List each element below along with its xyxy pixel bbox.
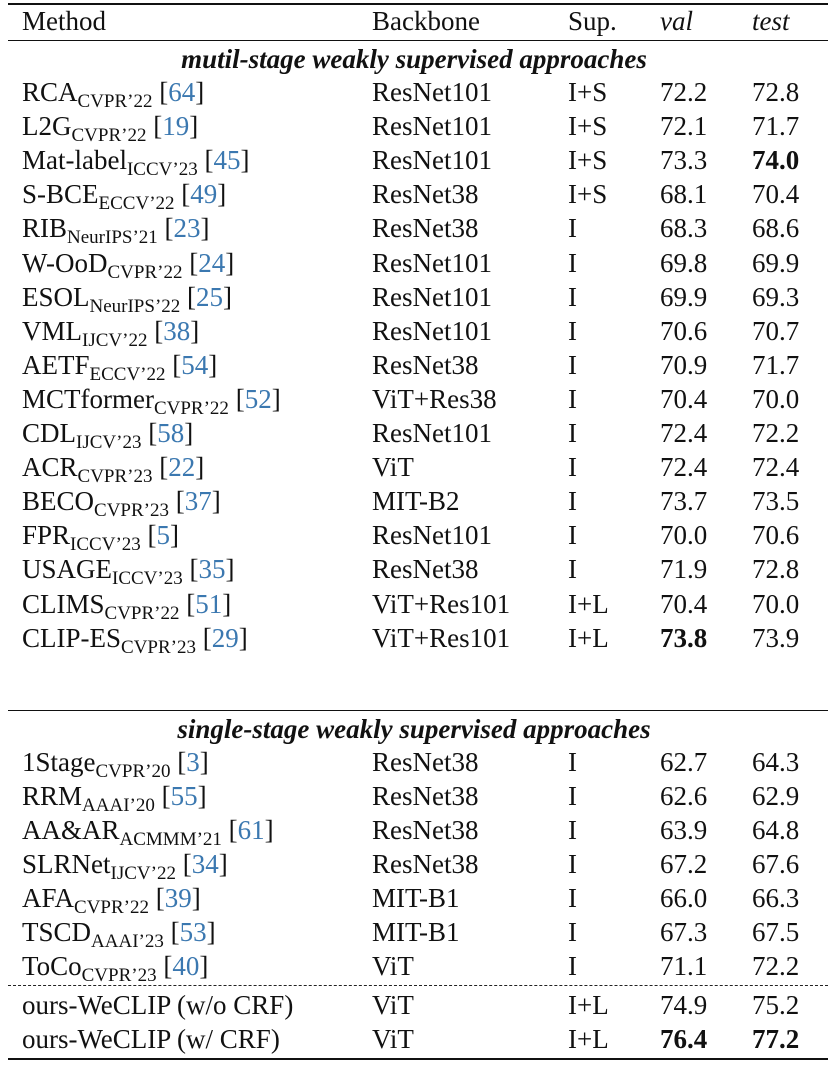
- method-name: AFA: [22, 883, 75, 913]
- test-score-cell: 70.4: [752, 179, 800, 210]
- method-name: ours-WeCLIP (w/o CRF): [22, 990, 294, 1020]
- venue-subscript: CVPR’22: [153, 397, 229, 419]
- method-cell: $BECO_{CVPR’23}$ [37]: [22, 486, 221, 522]
- val-score-cell: 68.3: [660, 213, 708, 244]
- table-row: [0, 109, 828, 147]
- method-cell: $VML_{IJCV’22}$ [38]: [22, 315, 200, 351]
- supervision-cell: I: [568, 815, 577, 845]
- test-score-cell: 68.6: [752, 213, 800, 244]
- method-name: RIB: [22, 213, 68, 244]
- citation-link[interactable]: 58: [157, 418, 185, 448]
- test-score-cell: 71.7: [752, 349, 800, 380]
- test-score-cell: 70.0: [752, 383, 800, 414]
- method-name: SLRNet: [22, 849, 111, 879]
- citation-link[interactable]: 5: [156, 520, 171, 551]
- citation-link[interactable]: 52: [244, 383, 272, 414]
- backbone-cell: ResNet38: [372, 781, 479, 811]
- venue-subscript: IJCV’22: [110, 863, 176, 884]
- backbone-cell: ResNet101: [372, 418, 492, 448]
- venue-subscript: CVPR’22: [71, 125, 147, 147]
- supervision-cell: I: [568, 315, 577, 346]
- test-score-cell: 74.0: [752, 145, 800, 176]
- table-row: [0, 949, 828, 986]
- backbone-cell: ResNet101: [372, 145, 492, 176]
- backbone-cell: ResNet38: [372, 815, 479, 845]
- test-score-cell: 71.7: [752, 111, 800, 142]
- supervision-cell: I: [568, 383, 577, 414]
- test-score-cell: 70.0: [752, 588, 800, 619]
- section-title-multi-stage: mutil-stage weakly supervised approaches: [181, 44, 647, 74]
- table-row: [0, 246, 828, 283]
- citation-link[interactable]: 51: [195, 588, 223, 619]
- supervision-cell: I: [568, 917, 577, 947]
- method-cell: $RCA_{CVPR’22}$ [64]: [22, 77, 205, 112]
- test-score-cell: 72.4: [752, 452, 800, 483]
- supervision-cell: I+S: [568, 77, 608, 107]
- citation-link[interactable]: 49: [190, 179, 218, 210]
- backbone-cell: ViT: [372, 1024, 414, 1054]
- test-score-cell: 66.3: [752, 883, 800, 913]
- supervision-cell: I: [568, 486, 577, 517]
- venue-subscript: NeurIPS’22: [89, 295, 181, 317]
- method-name: L2G: [22, 111, 72, 142]
- supervision-cell: I: [568, 349, 577, 380]
- supervision-cell: I: [568, 247, 577, 278]
- val-score-cell: 69.8: [660, 247, 708, 278]
- backbone-cell: MIT-B2: [372, 486, 460, 517]
- val-score-cell: 62.6: [660, 781, 708, 811]
- venue-subscript: AAAI’20: [82, 795, 155, 816]
- venue-subscript: ACMMM’21: [119, 829, 222, 850]
- citation-link[interactable]: 29: [211, 622, 239, 653]
- val-score-cell: 67.2: [660, 849, 708, 879]
- backbone-cell: ViT+Res101: [372, 588, 511, 619]
- citation-link[interactable]: 23: [173, 213, 201, 244]
- method-cell: $CDL_{IJCV’23}$ [58]: [22, 418, 194, 453]
- val-score-cell: 70.0: [660, 520, 708, 551]
- val-score-cell: 70.4: [660, 383, 708, 414]
- header-test: test: [752, 6, 790, 36]
- citation-link[interactable]: 38: [163, 315, 191, 346]
- venue-subscript: CVPR’23: [94, 500, 169, 522]
- method-name: BECO: [22, 486, 95, 517]
- table-row: [0, 779, 828, 816]
- citation-link[interactable]: 3: [186, 747, 200, 777]
- backbone-cell: MIT-B1: [372, 883, 460, 913]
- citation-link[interactable]: 22: [168, 452, 196, 483]
- citation-link[interactable]: 40: [172, 951, 200, 981]
- supervision-cell: I+L: [568, 1024, 609, 1054]
- table-row: [0, 881, 828, 918]
- supervision-cell: I: [568, 849, 577, 879]
- method-cell: $AFA_{CVPR’22}$ [39]: [22, 883, 201, 918]
- table-row: [0, 813, 828, 850]
- supervision-cell: I: [568, 452, 577, 483]
- backbone-cell: ResNet38: [372, 849, 479, 879]
- citation-link[interactable]: 61: [237, 815, 265, 845]
- test-score-cell: 73.9: [752, 622, 800, 653]
- supervision-cell: I+S: [568, 179, 608, 210]
- venue-subscript: CVPR’22: [104, 602, 180, 624]
- backbone-cell: ResNet38: [372, 349, 479, 380]
- venue-subscript: CVPR’23: [77, 466, 153, 488]
- supervision-cell: I: [568, 213, 577, 244]
- val-score-cell: 70.6: [660, 315, 708, 346]
- table-row: [0, 915, 828, 952]
- backbone-cell: ViT+Res101: [372, 622, 511, 653]
- citation-link[interactable]: 35: [198, 554, 226, 585]
- bottom-rule: [8, 1058, 828, 1060]
- table-row: [0, 1022, 828, 1056]
- method-cell: $RRM_{AAAI’20}$ [55]: [22, 781, 207, 816]
- val-score-cell: 71.9: [660, 554, 708, 585]
- table-header-row: [0, 4, 828, 38]
- backbone-cell: ViT: [372, 452, 414, 483]
- backbone-cell: ResNet101: [372, 281, 492, 312]
- table-row: [0, 587, 828, 624]
- method-name: 1Stage: [22, 747, 96, 777]
- val-score-cell: 68.1: [660, 179, 708, 210]
- table-row: [0, 314, 828, 351]
- citation-link[interactable]: 34: [191, 849, 219, 879]
- supervision-cell: I: [568, 883, 577, 913]
- method-cell: Mat-label$_{ICCV’23}$ [45]: [22, 145, 250, 181]
- citation-link[interactable]: 39: [164, 883, 192, 913]
- val-score-cell: 70.4: [660, 588, 708, 619]
- table-row: [0, 988, 828, 1022]
- test-score-cell: 70.7: [752, 315, 800, 346]
- method-name: TSCD: [22, 917, 92, 947]
- venue-subscript: CVPR’23: [81, 965, 157, 986]
- citation-link[interactable]: 45: [213, 145, 241, 176]
- venue-subscript: ICCV’23: [126, 159, 198, 181]
- method-cell: ToCo$_{CVPR’23}$ [40]: [22, 951, 209, 986]
- method-name: CDL: [22, 418, 76, 448]
- val-score-cell: 70.9: [660, 349, 708, 380]
- venue-subscript: CVPR’22: [107, 261, 183, 283]
- method-name: CLIP-ES: [22, 622, 122, 653]
- method-name: S-BCE: [22, 179, 99, 210]
- header-sup: Sup.: [568, 6, 617, 36]
- val-score-cell: 66.0: [660, 883, 708, 913]
- method-name: ESOL: [22, 281, 90, 312]
- venue-subscript: CVPR’20: [95, 761, 171, 782]
- citation-link[interactable]: 25: [196, 281, 224, 312]
- method-cell: $AETF_{ECCV’22}$ [54]: [22, 349, 218, 385]
- table-row: [0, 143, 828, 181]
- citation-link[interactable]: 55: [170, 781, 198, 811]
- supervision-cell: I: [568, 951, 577, 981]
- backbone-cell: ViT: [372, 951, 414, 981]
- test-score-cell: 67.5: [752, 917, 800, 947]
- method-name: RRM: [22, 781, 83, 811]
- test-score-cell: 70.6: [752, 520, 800, 551]
- method-name: CLIMS: [22, 588, 105, 619]
- method-cell: $ACR_{CVPR’23}$ [22]: [22, 452, 205, 488]
- test-score-cell: 73.5: [752, 486, 800, 517]
- method-cell: W-OoD$_{CVPR’22}$ [24]: [22, 247, 235, 283]
- method-cell: MCTformer$_{CVPR’22}$ [52]: [22, 383, 281, 419]
- method-cell: $USAGE_{ICCV’23}$ [35]: [22, 554, 235, 590]
- test-score-cell: 64.8: [752, 815, 800, 845]
- method-cell: CLIP-$ES_{CVPR’23}$ [29]: [22, 622, 248, 658]
- backbone-cell: ResNet101: [372, 315, 492, 346]
- method-name: USAGE: [22, 554, 113, 585]
- header-method: Method: [22, 6, 106, 36]
- supervision-cell: I+S: [568, 111, 608, 142]
- table-row: [0, 484, 828, 522]
- venue-subscript: CVPR’23: [121, 636, 196, 658]
- method-name: AETF: [22, 349, 90, 380]
- val-score-cell: 62.7: [660, 747, 708, 777]
- venue-subscript: CVPR’22: [77, 91, 153, 112]
- test-score-cell: 69.9: [752, 247, 800, 278]
- supervision-cell: I+L: [568, 990, 609, 1020]
- venue-subscript: IJCV’22: [82, 329, 148, 351]
- header-val: val: [660, 6, 693, 36]
- method-name: ToCo: [22, 951, 82, 981]
- val-score-cell: 74.9: [660, 990, 708, 1020]
- venue-subscript: NeurIPS’21: [67, 227, 158, 249]
- backbone-cell: ResNet38: [372, 554, 479, 585]
- table-row: [0, 75, 828, 112]
- val-score-cell: 72.4: [660, 452, 708, 483]
- backbone-cell: ResNet38: [372, 179, 479, 210]
- val-score-cell: 73.8: [660, 622, 708, 653]
- method-name: VML: [22, 315, 82, 346]
- supervision-cell: I: [568, 281, 577, 312]
- method-name: AA&AR: [22, 815, 120, 845]
- test-score-cell: 75.2: [752, 990, 800, 1020]
- backbone-cell: ResNet101: [372, 77, 492, 107]
- val-score-cell: 71.1: [660, 951, 708, 981]
- val-score-cell: 69.9: [660, 281, 708, 312]
- supervision-cell: I: [568, 554, 577, 585]
- test-score-cell: 72.2: [752, 951, 800, 981]
- val-score-cell: 73.3: [660, 145, 708, 176]
- header-backbone: Backbone: [372, 6, 480, 36]
- venue-subscript: IJCV’23: [76, 432, 142, 453]
- method-cell: [22, 988, 293, 1022]
- venue-subscript: ICCV’23: [112, 568, 183, 590]
- backbone-cell: ViT+Res38: [372, 383, 497, 414]
- table-row: [0, 211, 828, 249]
- citation-link[interactable]: 19: [162, 111, 190, 142]
- backbone-cell: ResNet38: [372, 747, 479, 777]
- method-name: ACR: [22, 452, 78, 483]
- val-score-cell: 63.9: [660, 815, 708, 845]
- test-score-cell: 69.3: [752, 281, 800, 312]
- backbone-cell: ResNet38: [372, 213, 479, 244]
- dashed-separator: [8, 985, 828, 986]
- supervision-cell: I+L: [568, 588, 609, 619]
- section-title-single-stage: single-stage weakly supervised approaches: [177, 714, 651, 744]
- supervision-cell: I: [568, 747, 577, 777]
- val-score-cell: 72.4: [660, 418, 708, 448]
- method-name: Mat-label: [22, 145, 127, 176]
- table-row: [0, 621, 828, 658]
- venue-subscript: AAAI’23: [91, 931, 164, 952]
- citation-link[interactable]: 24: [198, 247, 226, 278]
- venue-subscript: ECCV’22: [98, 193, 175, 215]
- val-score-cell: 73.7: [660, 486, 708, 517]
- method-cell: $S-BCE_{ECCV’22}$ [49]: [22, 179, 227, 215]
- table-row: [0, 348, 828, 385]
- table-row: [0, 518, 828, 556]
- table-row: [0, 280, 828, 317]
- venue-subscript: ICCV’23: [70, 534, 141, 556]
- test-score-cell: 72.8: [752, 77, 800, 107]
- backbone-cell: ResNet101: [372, 520, 492, 551]
- table-row: [0, 382, 828, 419]
- method-name: MCTformer: [22, 383, 154, 414]
- val-score-cell: 72.1: [660, 111, 708, 142]
- supervision-cell: I: [568, 520, 577, 551]
- method-cell: [22, 1022, 280, 1056]
- supervision-cell: I+S: [568, 145, 608, 176]
- citation-link[interactable]: 53: [179, 917, 207, 947]
- method-cell: SLRNet$_{IJCV’22}$ [34]: [22, 849, 228, 884]
- test-score-cell: 72.2: [752, 418, 800, 448]
- supervision-cell: I: [568, 418, 577, 448]
- method-name: RCA: [22, 77, 78, 107]
- method-name: FPR: [22, 520, 71, 551]
- val-score-cell: 76.4: [660, 1024, 708, 1054]
- method-cell: $ESOL_{NeurIPS’22}$ [25]: [22, 281, 233, 317]
- table-row: [0, 450, 828, 488]
- backbone-cell: ViT: [372, 990, 414, 1020]
- backbone-cell: MIT-B1: [372, 917, 460, 947]
- val-score-cell: 67.3: [660, 917, 708, 947]
- val-score-cell: 72.2: [660, 77, 708, 107]
- method-name: ours-WeCLIP (w/ CRF): [22, 1024, 280, 1054]
- citation-link[interactable]: 54: [181, 349, 209, 380]
- backbone-cell: ResNet101: [372, 111, 492, 142]
- supervision-cell: I+L: [568, 622, 609, 653]
- test-score-cell: 72.8: [752, 554, 800, 585]
- test-score-cell: 67.6: [752, 849, 800, 879]
- table-row: [0, 745, 828, 782]
- citation-link[interactable]: 37: [184, 486, 212, 517]
- venue-subscript: ECCV’22: [89, 363, 166, 385]
- test-score-cell: 64.3: [752, 747, 800, 777]
- method-cell: $CLIMS_{CVPR’22}$ [51]: [22, 588, 232, 624]
- method-cell: $TSCD_{AAAI’23}$ [53]: [22, 917, 216, 952]
- backbone-cell: ResNet101: [372, 247, 492, 278]
- table-row: [0, 847, 828, 884]
- test-score-cell: 77.2: [752, 1024, 800, 1054]
- supervision-cell: I: [568, 781, 577, 811]
- table-row: [0, 552, 828, 590]
- method-cell: $L2G_{CVPR’22}$ [19]: [22, 111, 199, 147]
- citation-link[interactable]: 64: [168, 77, 196, 107]
- table-row: [0, 177, 828, 215]
- table-row: [0, 416, 828, 453]
- method-cell: $RIB_{NeurIPS’21}$ [23]: [22, 213, 210, 249]
- method-cell: 1Stage$_{CVPR’20}$ [3]: [22, 747, 209, 782]
- test-score-cell: 62.9: [752, 781, 800, 811]
- method-cell: $FPR_{ICCV’23}$ [5]: [22, 520, 180, 556]
- method-name: W-OoD: [22, 247, 108, 278]
- method-cell: $AA\&AR_{ACMMM’21}$ [61]: [22, 815, 274, 850]
- venue-subscript: CVPR’22: [74, 897, 149, 918]
